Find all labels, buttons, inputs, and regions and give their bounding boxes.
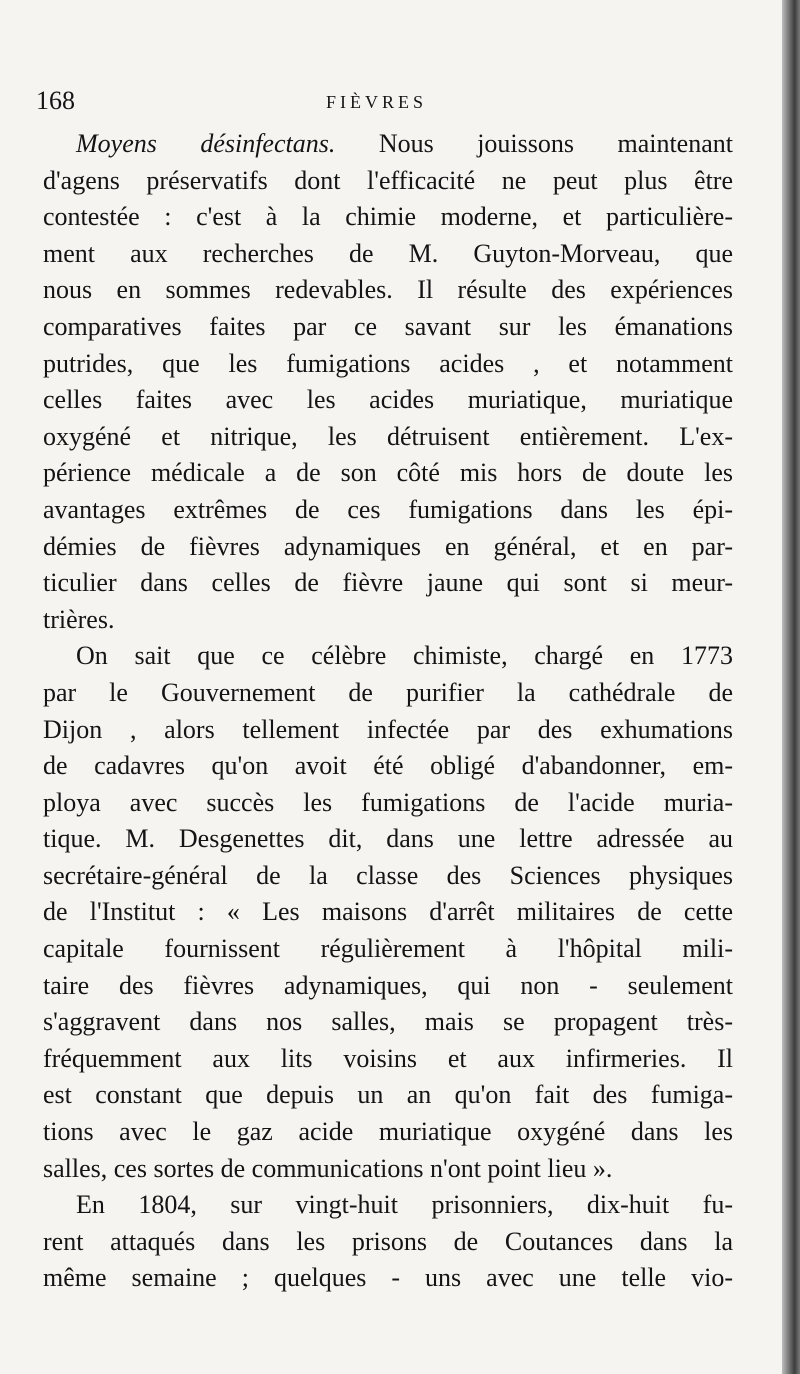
text-line: de cadavres qu'on avoit été obligé d'abandonner, em- <box>43 751 733 781</box>
text-line: fréquemment aux lits voisins et aux infirmeries. Il <box>43 1043 733 1073</box>
body-text <box>43 126 733 1297</box>
text-line: périence médicale a de son côté mis hors de doute les <box>43 458 733 488</box>
text-line: trières. <box>43 604 115 634</box>
text-line: contestée : c'est à la chimie moderne, et particulière- <box>43 202 733 232</box>
running-head: FIÈVRES <box>326 92 428 112</box>
text-line: de l'Institut : « Les maisons d'arrêt militaires de cette <box>43 897 733 927</box>
text-line: capitale fournissent régulièrement à l'hôpital mili- <box>43 934 733 964</box>
text-line: par le Gouvernement de purifier la cathédrale de <box>43 677 733 707</box>
text-line: taire des fièvres adynamiques, qui non - seulement <box>43 970 733 1000</box>
text-line: tique. M. Desgenettes dit, dans une lettre adressée au <box>43 824 733 854</box>
text-line: Dijon , alors tellement infectée par des exhumations <box>43 714 733 744</box>
text-line: d'agens préservatifs dont l'efficacité ne peut plus être <box>43 165 733 195</box>
text-line: En 1804, sur vingt-huit prisonniers, dix-huit fu- <box>76 1190 733 1220</box>
text-line: salles, ces sortes de communications n'ont point lieu ». <box>43 1153 613 1183</box>
page-binding-edge <box>782 0 800 1374</box>
text-line: nous en sommes redevables. Il résulte des expériences <box>43 275 733 305</box>
page-header <box>36 84 736 118</box>
text-line: s'aggravent dans nos salles, mais se propagent très- <box>43 1007 733 1037</box>
text-line: ment aux recherches de M. Guyton-Morveau, que <box>43 238 733 268</box>
text-line: même semaine ; quelques - uns avec une telle vio- <box>43 1263 733 1293</box>
text-line: oxygéné et nitrique, les détruisent entièrement. L'ex- <box>43 421 733 451</box>
text-line: avantages extrêmes de ces fumigations dans les épi- <box>43 494 733 524</box>
text-line: On sait que ce célèbre chimiste, chargé en 1773 <box>76 641 733 671</box>
text-line: ploya avec succès les fumigations de l'acide muria- <box>43 787 733 817</box>
text-line: ticulier dans celles de fièvre jaune qui sont si meur- <box>43 568 733 598</box>
text-line <box>43 126 733 163</box>
page-number: 168 <box>36 86 75 115</box>
section-lead-rest: Nous jouissons maintenant <box>335 129 733 158</box>
text-line: rent attaqués dans les prisons de Coutances dans la <box>43 1226 733 1256</box>
text-line: celles faites avec les acides muriatique, muriatique <box>43 385 733 415</box>
text-line: est constant que depuis un an qu'on fait des fumiga- <box>43 1080 733 1110</box>
text-line: secrétaire-général de la classe des Sciences physiques <box>43 860 733 890</box>
text-line: tions avec le gaz acide muriatique oxygéné dans les <box>43 1117 733 1147</box>
text-line: démies de fièvres adynamiques en général, et en par- <box>43 531 733 561</box>
text-line: comparatives faites par ce savant sur les émanations <box>43 311 733 341</box>
text-line: putrides, que les fumigations acides , et notamment <box>43 348 733 378</box>
section-lead-italic: Moyens désinfectans. <box>76 129 336 158</box>
